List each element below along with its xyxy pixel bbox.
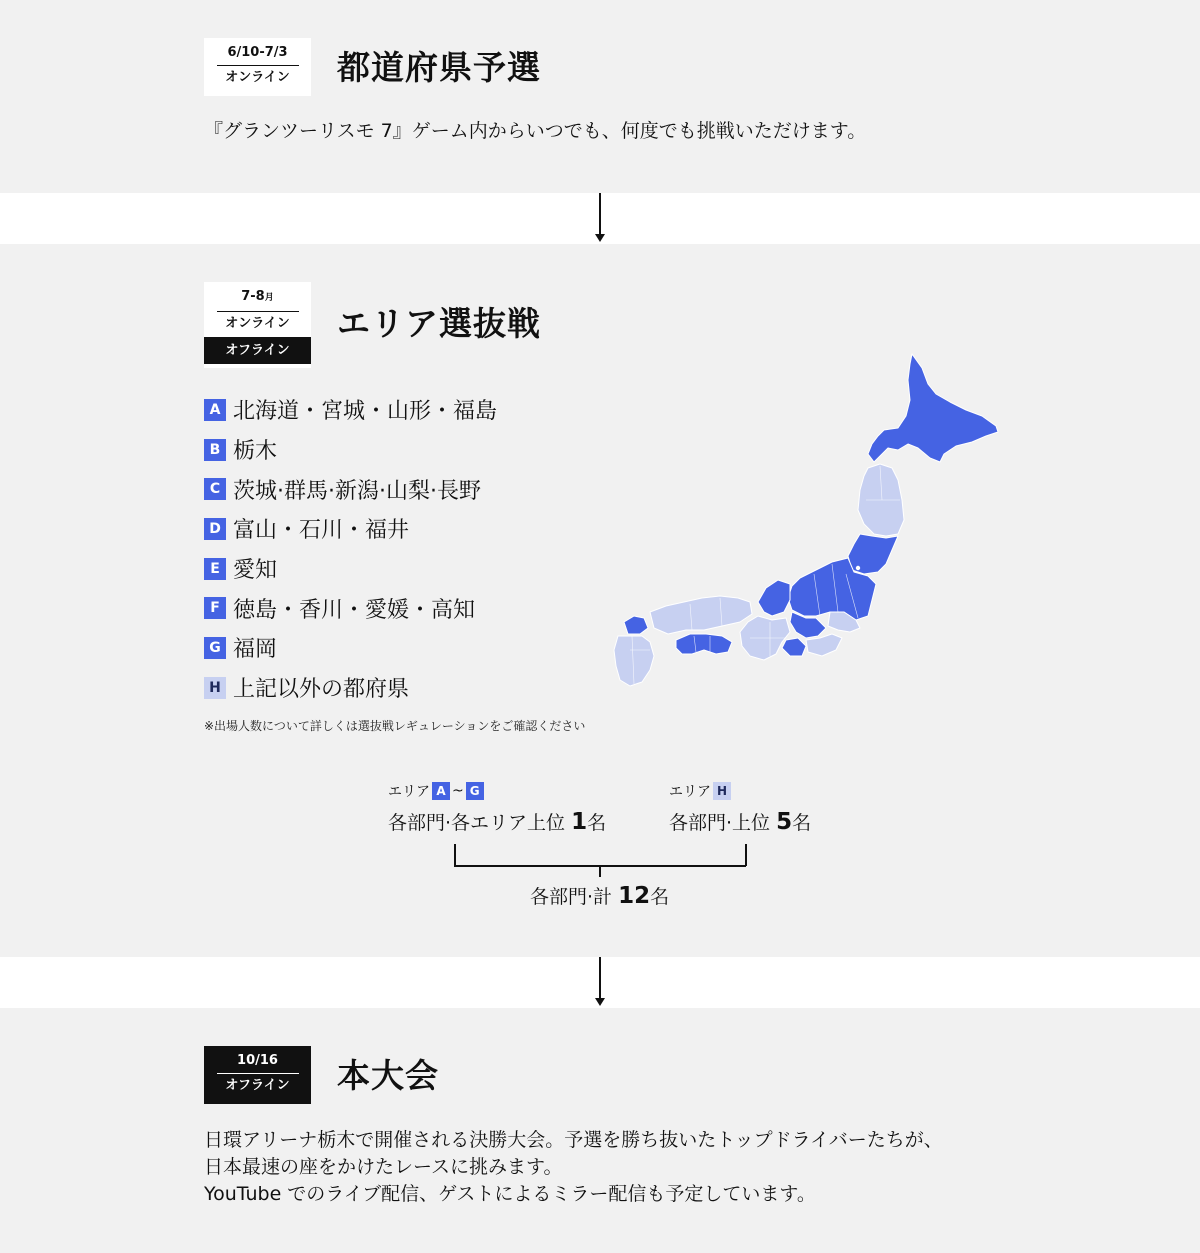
area-letter-badge: F — [204, 597, 226, 619]
quota-range-to: G — [466, 782, 484, 800]
stage3-description-line: YouTube でのライブ配信、ゲストによるミラー配信も予定しています。 — [204, 1183, 816, 1205]
quota-range-sep: ~ — [452, 783, 464, 799]
stage-area-selection — [0, 244, 1200, 957]
area-letter-badge: A — [204, 399, 226, 421]
japan-area-map — [610, 350, 1005, 690]
area-label: 栃木 — [233, 439, 278, 465]
quota-total-text — [530, 882, 669, 909]
quota-left-label — [388, 781, 484, 801]
area-item-d — [204, 509, 497, 549]
quota-right-number: 5 — [776, 809, 793, 835]
stage3-description — [204, 1127, 943, 1208]
area-label: 上記以外の都府県 — [233, 677, 410, 703]
quota-other-letter: H — [713, 782, 731, 800]
quota-right-suffix: 名 — [792, 812, 812, 834]
quota-left-suffix: 名 — [587, 812, 607, 834]
map-fukuoka — [624, 616, 648, 634]
area-label: 徳島・香川・愛媛・高知 — [233, 597, 476, 623]
quota-left-prefix: 各部門·各エリア上位 — [388, 812, 566, 834]
area-item-a — [204, 390, 497, 430]
quota-total-number: 12 — [618, 883, 651, 909]
map-chugoku — [650, 596, 752, 634]
quota-left-text — [388, 808, 606, 835]
area-letter-badge: H — [204, 677, 226, 699]
area-letter-badge: C — [204, 478, 226, 500]
area-letter-badge: B — [204, 439, 226, 461]
stage3-mode: オフライン — [225, 1078, 290, 1093]
area-letter-badge: G — [204, 637, 226, 659]
quota-left-number: 1 — [571, 809, 588, 835]
stage2-title: エリア選抜戦 — [337, 304, 541, 343]
stage1-mode: オンライン — [225, 70, 290, 85]
stage-prefecture-qualifier — [0, 0, 1200, 193]
area-item-b — [204, 430, 497, 470]
area-item-h — [204, 668, 497, 708]
down-arrow-icon — [594, 957, 606, 1008]
badge-divider — [217, 1073, 299, 1074]
area-label: 愛知 — [233, 558, 278, 584]
badge-divider — [217, 311, 299, 312]
area-item-c — [204, 469, 497, 509]
bracket-left — [454, 844, 456, 866]
bracket-right — [745, 844, 747, 866]
stage1-title: 都道府県予選 — [337, 48, 541, 87]
map-hokkaido — [868, 354, 998, 462]
regulation-note: ※出場人数について詳しくは選抜戦レギュレーションをご確認ください — [204, 719, 586, 733]
area-letter-badge: D — [204, 518, 226, 540]
area-item-e — [204, 549, 497, 589]
stage1-date: 6/10-7/3 — [227, 45, 288, 60]
stage2-mode-online: オンライン — [225, 316, 290, 331]
area-label: 茨城·群馬·新潟·山梨·長野 — [233, 478, 481, 504]
map-shikoku — [676, 634, 732, 654]
venue-marker-icon — [856, 566, 860, 570]
stage1-badge — [204, 38, 311, 96]
stage3-title: 本大会 — [337, 1056, 439, 1095]
stage2-mode-offline: オフライン — [204, 337, 311, 364]
area-list — [204, 390, 497, 708]
map-tohoku-south — [848, 534, 898, 574]
stage2-date-value: 7-8 — [241, 289, 265, 304]
stage2-date-suffix: 月 — [264, 293, 274, 303]
area-label: 福岡 — [233, 637, 278, 663]
area-label: 北海道・宮城・山形・福島 — [233, 399, 498, 425]
stage3-badge — [204, 1046, 311, 1104]
area-letter-badge: E — [204, 558, 226, 580]
stage3-description-line: 日環アリーナ栃木で開催される決勝大会。予選を勝ち抜いたトップドライバーたちが、 — [204, 1129, 943, 1151]
map-aichi — [782, 638, 806, 656]
quota-right-label — [669, 781, 731, 801]
area-item-f — [204, 588, 497, 628]
bracket-stem — [599, 865, 601, 877]
down-arrow-icon — [594, 193, 606, 244]
stage1-description: 『グランツーリスモ 7』ゲーム内からいつでも、何度でも挑戦いただけます。 — [204, 120, 867, 142]
stage3-description-line: 日本最速の座をかけたレースに挑みます。 — [204, 1156, 563, 1178]
quota-total-suffix: 名 — [650, 886, 670, 908]
quota-range-from: A — [432, 782, 450, 800]
quota-right-text — [669, 808, 811, 835]
stage3-date: 10/16 — [237, 1053, 278, 1068]
quota-area-word: エリア — [669, 784, 711, 800]
stage2-badge — [204, 282, 311, 368]
area-item-g — [204, 628, 497, 668]
stage2-date — [204, 282, 311, 307]
badge-divider — [217, 65, 299, 66]
quota-right-prefix: 各部門·上位 — [669, 812, 771, 834]
map-hokuriku — [758, 580, 790, 616]
area-label: 富山・石川・福井 — [233, 518, 410, 544]
quota-total-prefix: 各部門·計 — [530, 886, 613, 908]
quota-area-word: エリア — [388, 784, 430, 800]
